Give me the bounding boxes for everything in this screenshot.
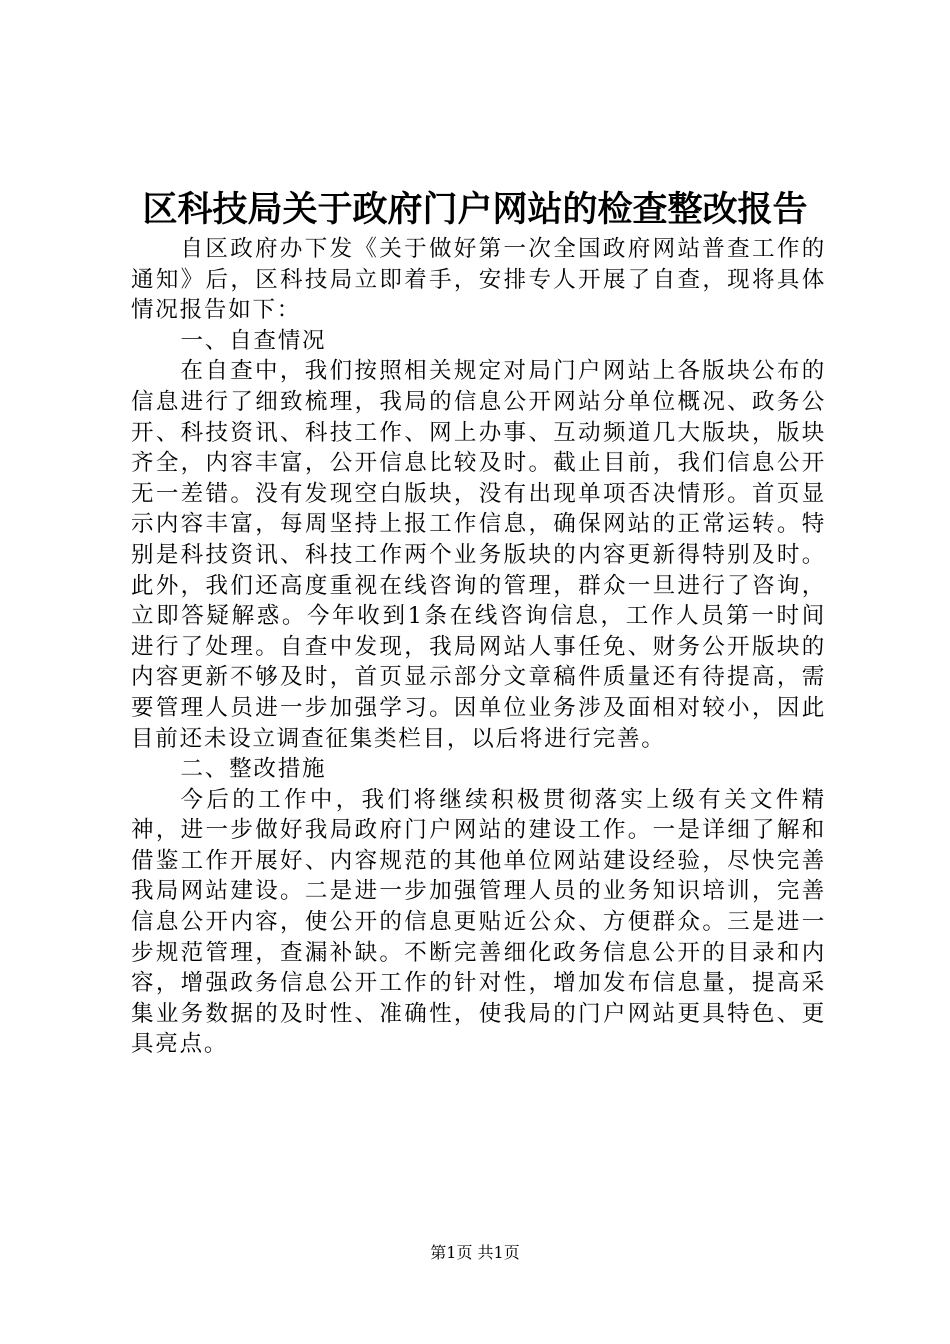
section1-heading: 一、自查情况 bbox=[180, 327, 327, 354]
page-footer: 第1页 共1页 bbox=[430, 1243, 520, 1262]
section1-paragraph: 在自查中，我们按照相关规定对局门户网站上各版块公布的信息进行了细致梳理，我局的信息公开网站分单位概况、政务公开、科技资讯、科技工作、网上办事、互动频道几大版块，版块齐全，内容丰富，公开信息比较及时。截止目前，我们信息公开无一差错。没有发现空白版块，没有出现单项否决情形。首页显示内容丰富，每周坚持上报工作信息，确保网站的正常运转。特别是科技资讯、科技工作两个业务版块的内容更新得特别及时。此外，我们还高度重视在线咨询的管理，群众一旦进行了咨询，立即答疑解惑。今年收到1条在线咨询信息，工作人员第一时间进行了处理。自查中发现，我局网站人事任免、财务公开版块的内容更新不够及时，首页显示部分文章稿件质量还有待提高，需要管理人员进一步加强学习。因单位业务涉及面相对较小，因此目前还未设立调查征集类栏目，以后将进行完善。 bbox=[131, 358, 826, 752]
section2-paragraph: 今后的工作中，我们将继续积极贯彻落实上级有关文件精神，进一步做好我局政府门户网站的建设工作。一是详细了解和借鉴工作开展好、内容规范的其他单位网站建设经验，尽快完善我局网站建设。二是进一步加强管理人员的业务知识培训，完善信息公开内容，使公开的信息更贴近公众、方便群众。三是进一步规范管理，查漏补缺。不断完善细化政务信息公开的目录和内容，增强政务信息公开工作的针对性，增加发布信息量，提高采集业务数据的及时性、准确性，使我局的门户网站更具特色、更具亮点。 bbox=[131, 786, 826, 1058]
document-title: 区科技局关于政府门户网站的检查整改报告 bbox=[142, 190, 808, 230]
section2-heading: 二、整改措施 bbox=[180, 756, 327, 783]
document-body bbox=[131, 234, 826, 1060]
intro-paragraph: 自区政府办下发《关于做好第一次全国政府网站普查工作的通知》后，区科技局立即着手，安排专人开展了自查，现将具体情况报告如下： bbox=[131, 236, 826, 324]
